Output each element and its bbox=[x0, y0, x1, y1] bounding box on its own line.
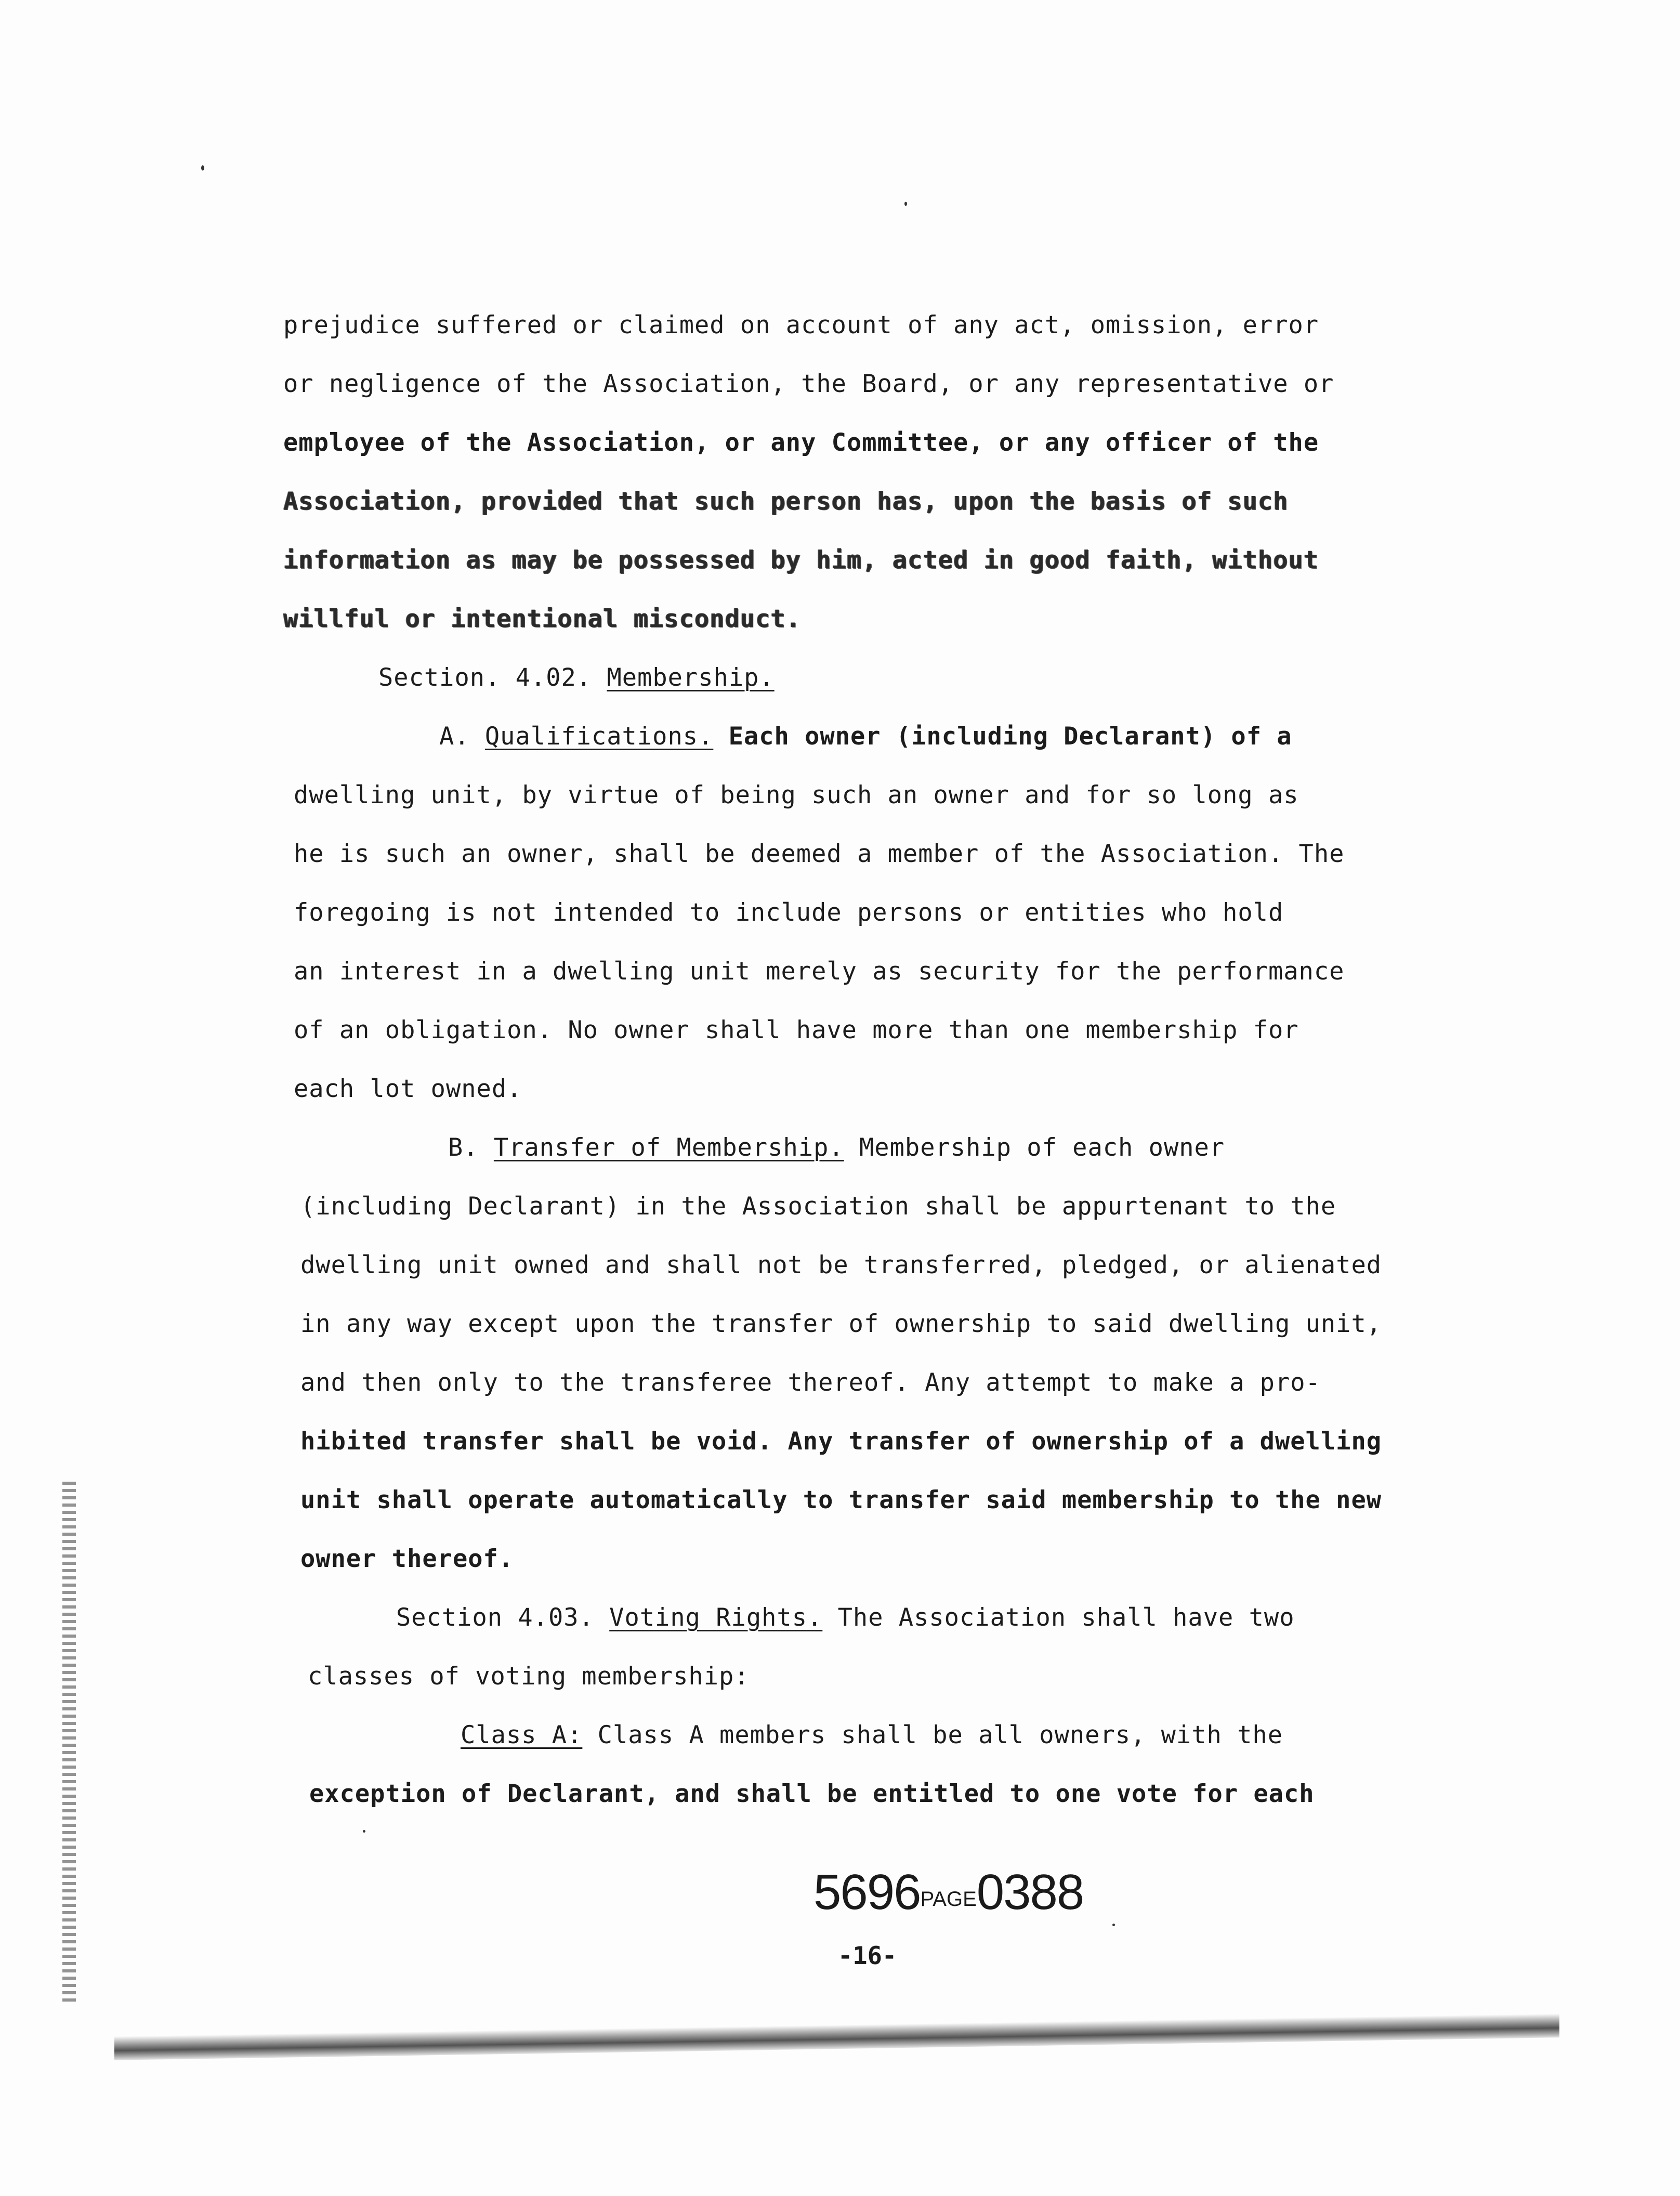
text-line-5: information as may be possessed by him, acted in good faith, without bbox=[283, 546, 1319, 574]
scan-speck bbox=[1112, 1924, 1115, 1926]
transfer-line-4: in any way except upon the transfer of ownership to said dwelling unit, bbox=[300, 1310, 1382, 1338]
transfer-label: B. bbox=[448, 1133, 479, 1162]
qualifications-line-7: each lot owned. bbox=[294, 1075, 522, 1103]
text-line-3: employee of the Association, or any Committee, or any officer of the bbox=[283, 428, 1319, 457]
transfer-line-6: hibited transfer shall be void. Any transfer of ownership of a dwelling bbox=[300, 1427, 1382, 1456]
section-4-03-line-1 bbox=[396, 1603, 1295, 1632]
section-4-02-heading bbox=[378, 663, 775, 692]
text-line-4: Association, provided that such person has, upon the basis of such bbox=[283, 487, 1289, 516]
qualifications-line-5: an interest in a dwelling unit merely as security for the performance bbox=[294, 957, 1345, 986]
stamp-page: 0388 bbox=[976, 1864, 1084, 1920]
section-4-02-title: Membership. bbox=[607, 663, 775, 692]
class-a-text-1: Class A members shall be all owners, with the bbox=[597, 1721, 1283, 1749]
text-line-2: or negligence of the Association, the Board, or any representative or bbox=[283, 370, 1334, 398]
section-4-03-number: Section 4.03. bbox=[396, 1603, 594, 1632]
transfer-line-5: and then only to the transferee thereof. Any attempt to make a pro- bbox=[300, 1368, 1321, 1397]
scan-edge-shadow-bottom bbox=[114, 2014, 1559, 2060]
transfer-line-2: (including Declarant) in the Association shall be appurtenant to the bbox=[300, 1192, 1336, 1221]
transfer-line-1 bbox=[448, 1133, 1225, 1162]
section-4-03-text-1: The Association shall have two bbox=[837, 1603, 1295, 1632]
qualifications-line-6: of an obligation. No owner shall have more than one membership for bbox=[294, 1016, 1299, 1044]
qualifications-line-2: dwelling unit, by virtue of being such an owner and for so long as bbox=[294, 781, 1299, 809]
transfer-line-8: owner thereof. bbox=[300, 1545, 514, 1573]
section-4-03-line-2: classes of voting membership: bbox=[308, 1662, 750, 1691]
qualifications-label: A. bbox=[439, 722, 470, 751]
qualifications-text-1: Each owner (including Declarant) of a bbox=[728, 722, 1292, 751]
transfer-line-3: dwelling unit owned and shall not be transferred, pledged, or alienated bbox=[300, 1251, 1382, 1279]
recording-stamp bbox=[813, 1866, 1083, 1925]
scan-speck bbox=[904, 202, 907, 206]
transfer-text-1: Membership of each owner bbox=[859, 1133, 1225, 1162]
qualifications-line-1 bbox=[439, 722, 1292, 751]
stamp-page-word: PAGE bbox=[920, 1888, 977, 1911]
class-a-line-2: exception of Declarant, and shall be entitled to one vote for each bbox=[309, 1780, 1315, 1808]
section-4-02-number: Section. 4.02. bbox=[378, 663, 592, 692]
stamp-book: 5696 bbox=[813, 1864, 921, 1920]
class-a-line-1 bbox=[461, 1721, 1283, 1750]
class-a-title: Class A: bbox=[461, 1721, 583, 1749]
scan-speck bbox=[363, 1830, 365, 1833]
section-4-03-title: Voting Rights. bbox=[609, 1603, 823, 1632]
transfer-line-7: unit shall operate automatically to transfer said membership to the new bbox=[300, 1486, 1382, 1514]
transfer-title: Transfer of Membership. bbox=[493, 1133, 844, 1162]
scan-speck bbox=[201, 165, 204, 171]
qualifications-title: Qualifications. bbox=[484, 722, 714, 751]
qualifications-line-4: foregoing is not intended to include persons or entities who hold bbox=[294, 898, 1284, 927]
page-number: -16- bbox=[838, 1942, 897, 1970]
text-line-1: prejudice suffered or claimed on account of any act, omission, error bbox=[283, 311, 1319, 339]
qualifications-line-3: he is such an owner, shall be deemed a member of the Association. The bbox=[294, 840, 1345, 868]
text-line-6: willful or intentional misconduct. bbox=[283, 605, 802, 633]
scan-edge-shadow-left bbox=[62, 1482, 76, 2002]
